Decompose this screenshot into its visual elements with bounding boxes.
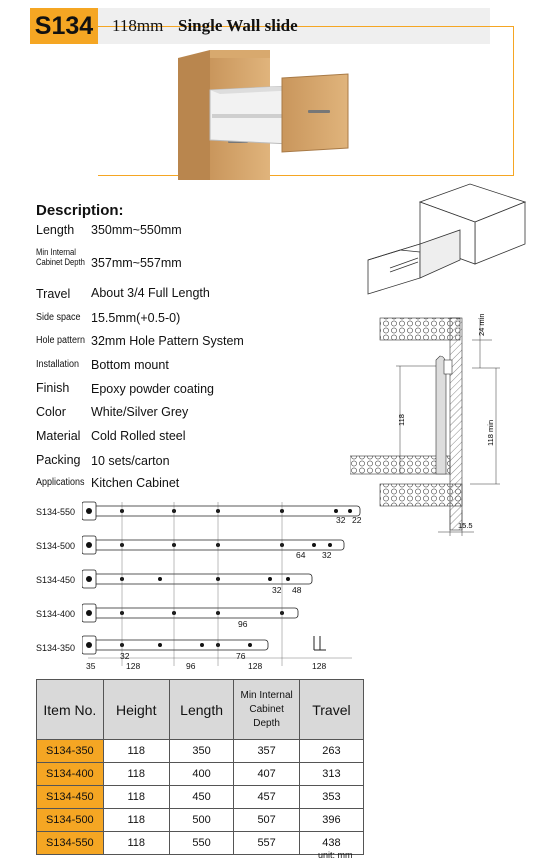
table-header-row <box>37 680 364 740</box>
rail-dim: 128 <box>312 661 327 671</box>
handle-icon <box>308 110 330 113</box>
bracket-icon <box>314 636 326 650</box>
rail-dim: 48 <box>292 585 302 595</box>
spec-label: Hole pattern <box>36 335 86 346</box>
table-cell: 407 <box>234 763 299 786</box>
table-cell: 396 <box>299 809 363 832</box>
rail-label: S134-500 <box>36 541 76 551</box>
rail-dim: 96 <box>186 661 196 671</box>
table-cell: 353 <box>299 786 363 809</box>
title-name: Single Wall slide <box>178 16 298 35</box>
spec-value: 32mm Hole Pattern System <box>91 334 244 348</box>
table-cell: S134-450 <box>37 786 104 809</box>
rail-dim: 64 <box>296 550 306 560</box>
rail-dim: 32 <box>336 515 346 525</box>
spec-value: About 3/4 Full Length <box>91 286 210 300</box>
rail-label: S134-350 <box>36 643 76 653</box>
table-row <box>37 832 364 855</box>
spec-value: 357mm~557mm <box>91 256 182 270</box>
spec-label: Travel <box>36 287 71 301</box>
table-cell: 313 <box>299 763 363 786</box>
spec-value: Bottom mount <box>91 358 169 372</box>
spec-label: Color <box>36 405 66 419</box>
rail-label: S134-450 <box>36 575 76 585</box>
rail-dim: 22 <box>352 515 362 525</box>
spec-label: Finish <box>36 381 70 395</box>
model-badge: S134 <box>30 8 98 44</box>
spec-value: White/Silver Grey <box>91 405 189 419</box>
table-cell: S134-550 <box>37 832 104 855</box>
table-cell: 550 <box>169 832 234 855</box>
table-header: Height <box>103 680 169 740</box>
table-row <box>37 740 364 763</box>
table-header: Min Internal Cabinet Depth <box>234 680 299 740</box>
rails-diagram <box>82 500 372 672</box>
table-cell: 507 <box>234 809 299 832</box>
table-cell: 118 <box>103 740 169 763</box>
table-cell: 457 <box>234 786 299 809</box>
spec-label: Min Internal Cabinet Depth <box>36 247 85 267</box>
rail-dim: 76 <box>236 651 246 661</box>
dim-label: 15.5 <box>458 521 473 530</box>
table-header: Travel <box>299 680 363 740</box>
table-cell: 263 <box>299 740 363 763</box>
drawer-diagram <box>360 182 530 302</box>
spec-label: Side space <box>36 312 81 323</box>
rail-dim: 35 <box>86 661 96 671</box>
table-cell: 400 <box>169 763 234 786</box>
dim-label: 118 min <box>486 419 495 446</box>
table-cell: S134-350 <box>37 740 104 763</box>
spec-label: Packing <box>36 453 81 467</box>
rail-dim: 96 <box>238 619 248 629</box>
table-row <box>37 786 364 809</box>
drawer-photo <box>170 44 370 180</box>
spec-value: 350mm~550mm <box>91 223 182 237</box>
spec-label: Length <box>36 223 75 237</box>
rail-dim: 128 <box>248 661 263 671</box>
table-row <box>37 809 364 832</box>
title-size: 118mm <box>112 16 164 35</box>
table-header: Item No. <box>37 680 104 740</box>
table-cell: 450 <box>169 786 234 809</box>
spec-label: Applications <box>36 477 85 488</box>
spec-value: 15.5mm(+0.5-0) <box>91 311 181 325</box>
table-cell: 118 <box>103 763 169 786</box>
dim-label: 118 <box>397 414 406 426</box>
table-cell: S134-500 <box>37 809 104 832</box>
unit-note: unit: mm <box>318 850 353 860</box>
rail-label: S134-400 <box>36 609 76 619</box>
description-title: Description: <box>36 202 124 219</box>
table-cell: 357 <box>234 740 299 763</box>
rail-label: S134-550 <box>36 507 76 517</box>
spec-value: 10 sets/carton <box>91 454 170 468</box>
table-cell: S134-400 <box>37 763 104 786</box>
rail-dim: 128 <box>126 661 141 671</box>
rail-dim: 32 <box>272 585 282 595</box>
table-cell: 118 <box>103 809 169 832</box>
table-cell: 118 <box>103 786 169 809</box>
table-cell: 500 <box>169 809 234 832</box>
table-cell: 438 <box>299 832 363 855</box>
table-row <box>37 763 364 786</box>
table-cell: 118 <box>103 832 169 855</box>
cross-section-diagram <box>350 306 550 538</box>
rail-dim: 32 <box>322 550 332 560</box>
table-cell: 350 <box>169 740 234 763</box>
spec-value: Epoxy powder coating <box>91 382 214 396</box>
spec-value: Cold Rolled steel <box>91 429 186 443</box>
rail-dim: 32 <box>120 651 130 661</box>
spec-label: Installation <box>36 359 80 370</box>
spec-value: Kitchen Cabinet <box>91 476 180 490</box>
spec-table <box>36 679 364 855</box>
table-header: Length <box>169 680 234 740</box>
table-cell: 557 <box>234 832 299 855</box>
dim-label: 24 min <box>477 313 486 336</box>
spec-label: Material <box>36 429 81 443</box>
